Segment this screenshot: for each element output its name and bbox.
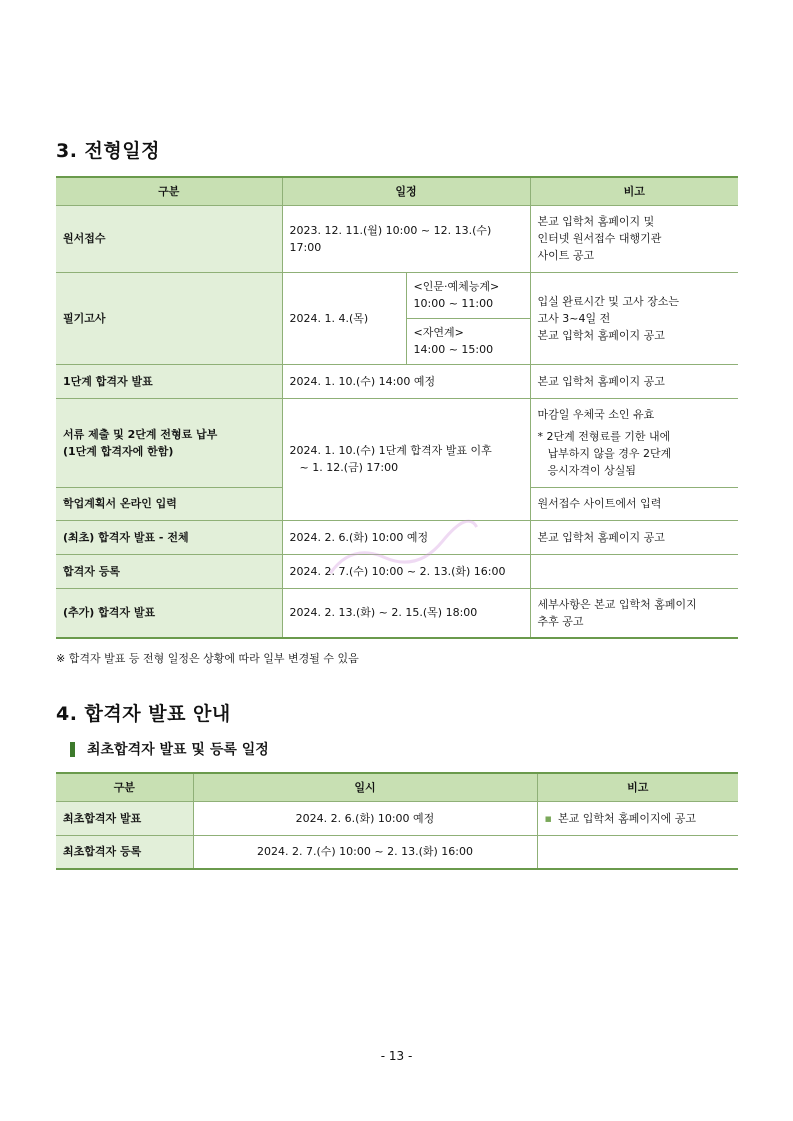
- row-label-registration: 합격자 등록: [56, 554, 282, 588]
- announcement-table: [56, 772, 738, 870]
- remark-line: 사이트 공고: [537, 249, 595, 262]
- science-slot: [406, 318, 530, 364]
- row-label: 최초합격자 등록: [56, 835, 193, 869]
- header-remarks: 비고: [537, 773, 738, 801]
- row-remark: [537, 801, 738, 835]
- header-category: 구분: [56, 773, 193, 801]
- documents-label-line1: 서류 제출 및 2단계 전형료 납부: [63, 427, 218, 441]
- subheading: [70, 739, 269, 759]
- header-schedule: 일정: [282, 177, 530, 205]
- subheading-text: 최초합격자 발표 및 등록 일정: [87, 742, 269, 758]
- row-remark: [537, 835, 738, 869]
- documents-label-line2: (1단계 합격자에 한함): [63, 444, 174, 458]
- humanities-slot: [406, 272, 530, 318]
- stage1-announce-remark: 본교 입학처 홈페이지 공고: [530, 364, 738, 398]
- registration-remark: [530, 554, 738, 588]
- remark-line: 본교 입학처 홈페이지 및: [537, 215, 655, 228]
- stage1-announce-schedule: 2024. 1. 10.(수) 14:00 예정: [282, 364, 530, 398]
- row-label-study-plan: 학업계획서 온라인 입력: [56, 487, 282, 520]
- final-announce-schedule: 2024. 2. 6.(화) 10:00 예정: [282, 520, 530, 554]
- documents-remark-line1: 마감일 우체국 소인 유효: [537, 408, 655, 421]
- row-label-documents: [56, 398, 282, 487]
- final-announce-remark: 본교 입학처 홈페이지 공고: [530, 520, 738, 554]
- documents-schedule-line1: 2024. 1. 10.(수) 1단계 합격자 발표 이후: [289, 444, 492, 457]
- header-datetime: 일시: [193, 773, 537, 801]
- row-schedule: 2024. 2. 7.(수) 10:00 ~ 2. 13.(화) 16:00: [193, 835, 537, 869]
- documents-remark-line2: * 2단계 전형료를 기한 내에: [537, 430, 671, 443]
- schedule-table: [56, 176, 738, 639]
- documents-remark-line4: 응시자격이 상실됨: [547, 464, 637, 477]
- registration-schedule: 2024. 2. 7.(수) 10:00 ~ 2. 13.(화) 16:00: [282, 554, 530, 588]
- documents-schedule-line2: ~ 1. 12.(금) 17:00: [299, 461, 399, 474]
- science-name: <자연계>: [413, 326, 464, 339]
- additional-remarks: [530, 588, 738, 638]
- written-exam-date: 2024. 1. 4.(목): [282, 272, 406, 364]
- science-time: 14:00 ~ 15:00: [413, 343, 494, 356]
- row-label-stage1-announce: 1단계 합격자 발표: [56, 364, 282, 398]
- schedule-change-note: ※ 합격자 발표 등 전형 일정은 상황에 따라 일부 변경될 수 있음: [56, 652, 359, 665]
- remark-line: 세부사항은 본교 입학처 홈페이지: [537, 597, 697, 611]
- row-schedule: 2024. 2. 6.(화) 10:00 예정: [193, 801, 537, 835]
- row-label-application: 원서접수: [56, 205, 282, 272]
- table-row: [56, 801, 738, 835]
- remark-line: 본교 입학처 홈페이지 공고: [537, 328, 665, 342]
- application-schedule: 2023. 12. 11.(월) 10:00 ~ 12. 13.(수) 17:00: [282, 205, 530, 272]
- row-remark-text: 본교 입학처 홈페이지에 공고: [557, 811, 696, 825]
- documents-remark-line3: 납부하지 않을 경우 2단계: [547, 447, 672, 460]
- subheading-bar-icon: [70, 742, 75, 757]
- header-remarks: 비고: [530, 177, 738, 205]
- humanities-time: 10:00 ~ 11:00: [413, 297, 494, 310]
- header-category: 구분: [56, 177, 282, 205]
- application-remarks: [530, 205, 738, 272]
- written-exam-remarks: [530, 272, 738, 364]
- remark-line: 추후 공고: [537, 614, 584, 628]
- humanities-name: <인문·예체능계>: [413, 280, 500, 293]
- section-3-title: 3. 전형일정: [56, 140, 160, 162]
- row-label-final-announce: (최초) 합격자 발표 - 전체: [56, 520, 282, 554]
- documents-schedule: [282, 398, 530, 520]
- remark-line: 입실 완료시간 및 고사 장소는: [537, 294, 679, 308]
- table-row: [56, 835, 738, 869]
- row-label: 최초합격자 발표: [56, 801, 193, 835]
- remark-line: 인터넷 원서접수 대행기관: [537, 232, 662, 245]
- row-label-additional: (추가) 합격자 발표: [56, 588, 282, 638]
- section-4-title: 4. 합격자 발표 안내: [56, 703, 231, 725]
- remark-line: 고사 3~4일 전: [537, 311, 611, 325]
- bullet-icon: ▪: [544, 811, 552, 825]
- row-label-written-exam: 필기고사: [56, 272, 282, 364]
- page-number: - 13 -: [380, 1049, 413, 1063]
- documents-remarks: [530, 398, 738, 487]
- study-plan-remark: 원서접수 사이트에서 입력: [530, 487, 738, 520]
- additional-schedule: 2024. 2. 13.(화) ~ 2. 15.(목) 18:00: [282, 588, 530, 638]
